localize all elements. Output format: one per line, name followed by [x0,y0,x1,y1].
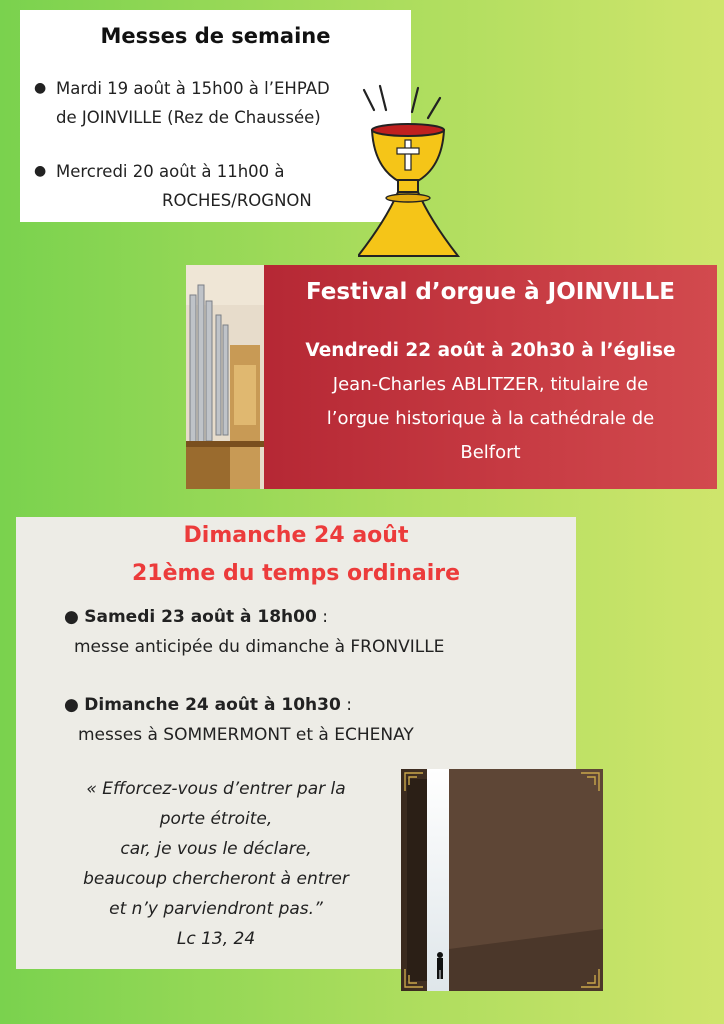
list-item [34,157,312,215]
bullet-icon: ● [64,607,85,627]
item-after: : [316,607,328,627]
quote-reference: Lc 13, 24 [176,929,256,949]
festival-line: l’orgue historique à la cathédrale de [326,408,655,429]
list-item [64,607,328,627]
item-line1: Mardi 19 août à 15h00 à l’EHPAD [56,79,330,98]
bullet-icon: ● [34,80,47,96]
item-line2: ROCHES/ROGNON [162,191,312,210]
list-item [34,74,330,132]
festival-title: Festival d’orgue à JOINVILLE [306,279,675,305]
quote-line: « Efforcez-vous d’entrer par la [86,779,346,799]
item-bold: Dimanche 24 août à 10h30 [84,695,341,715]
item-line2: de JOINVILLE (Rez de Chaussée) [56,108,321,127]
item-detail: messes à SOMMERMONT et à ECHENAY [78,725,414,745]
sunday-title: Dimanche 24 août [183,523,409,548]
weekday-title: Messes de semaine [100,24,331,48]
festival-line: Jean-Charles ABLITZER, titulaire de [332,374,649,395]
festival-date: Vendredi 22 août à 20h30 à l’église [305,340,676,361]
festival-line: Belfort [460,442,521,463]
sunday-subtitle: 21ème du temps ordinaire [131,561,461,586]
bullet-icon: ● [64,695,85,715]
quote-line: beaucoup chercheront à entrer [83,869,349,889]
list-item [64,695,352,715]
item-detail: messe anticipée du dimanche à FRONVILLE [74,637,445,657]
organ-festival-card [186,265,717,489]
weekday-masses-card [20,10,411,222]
quote-line: car, je vous le déclare, [120,839,312,859]
quote-line: porte étroite, [159,809,273,829]
narrow-door-image [401,769,603,991]
bullet-icon: ● [34,163,47,179]
item-bold: Samedi 23 août à 18h00 [84,607,317,627]
chalice-icon [358,80,468,265]
item-line1: Mercredi 20 août à 11h00 à [56,162,285,181]
item-after: : [340,695,352,715]
organ-pipes-image [186,265,264,489]
quote-line: et n’y parviendront pas.” [109,899,323,919]
